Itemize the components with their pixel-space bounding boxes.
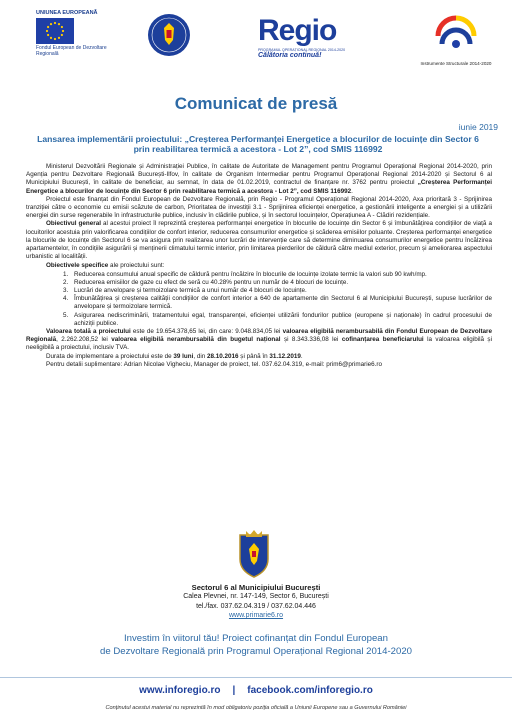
body-text — [26, 163, 492, 369]
eu-logo — [36, 10, 108, 58]
list-item: 2. Reducerea emisiilor de gaze cu efect de seră cu 40.28% pentru un număr de 4 blocuri de locuințe. — [70, 279, 492, 287]
list-item: 1. Reducerea consumului anual specific de căldură pentru încălzire în blocurile de locuințe izolate termic la valori sub 90 kwh/mp. — [70, 271, 492, 279]
footer-divider — [0, 677, 512, 678]
inforegio-link[interactable]: www.inforegio.ro — [139, 685, 221, 696]
paragraph-general-objective: Obiectivul general al acestui proiect îl reprezintă creșterea performanței energetice în blocurile de locuințe din Sector 6 și îmbunătățirea condițiilor de viață a locuitorilor acestuia prin valorificarea condițiilor de confort interior, reducerea consumurilor energetice și scăderea emisiilor poluante. Creșterea performanței energetice la blocurile de locuințe din Sectorul 6 se va asigura prin realizarea unor lucrări de intervenție care să determine diminuarea consumurilor energetice pentru încălzirea apartamentelor, în condițiile asigurării și menținerii climatului termic interior, prin limitarea pierderilor de căldură către mediul exterior, precum și ameliorarea aspectului urbanistic al localității. — [26, 220, 492, 261]
sector-website-link[interactable]: www.primarie6.ro — [228, 612, 284, 620]
cofinancing-line-1: Investim în viitorul tău! Proiect cofinanțat din Fondul European — [124, 633, 388, 644]
eu-label: UNIUNEA EUROPEANĂ — [36, 10, 98, 16]
sector-contact-block — [0, 583, 512, 621]
press-release-subtitle: Lansarea implementării proiectului: „Creșterea Performanței Energetice a blocurilor de locuințe din Sector 6 prin reabilitarea termică a acestora - Lot 2”, cod SMIS 116992 — [37, 134, 479, 155]
footer-links — [0, 685, 512, 696]
list-item: 4. Îmbunătățirea și creșterea calității condițiilor de confort interior a 640 de apartamente din Sectorul 6 al Municipiului București, supuse lucrărilor de anvelopare și termoizolare termică. — [70, 295, 492, 311]
paragraph-duration: Durata de implementare a proiectului este de 39 luni, din 28.10.2016 și până în 31.12.2019. — [46, 352, 303, 360]
list-item: 3. Lucrări de anvelopare și termoizolare termică a unui număr de 4 blocuri de locuințe. — [70, 287, 492, 295]
structural-instruments-icon — [432, 14, 480, 56]
sector-address: Calea Plevnei, nr. 147-149, Sector 6, București — [183, 593, 329, 601]
cofinancing-statement — [0, 632, 512, 658]
cofinancing-line-2: de Dezvoltare Regională prin Programul Operațional Regional 2014-2020 — [100, 646, 412, 657]
regio-logo — [258, 16, 368, 59]
regio-tagline: Călătoria continuă! — [258, 52, 322, 60]
specific-objectives-list — [26, 271, 492, 328]
paragraph-financing: Proiectul este finanțat din Fondul European de Dezvoltare Regională, prin Regio - Programul Operațional Regional 2014-2020, Axa prioritară 3 - Sprijinirea tranziției către o economie cu emisii scăzute de carbon, Prioritatea de investiții 3.1 - Sprijinirea eficienței energetice, a gestionării inteligente a energiei și a utilizării energiei din surse regenerabile în infrastructurile publice, inclusiv în clădirile publice, și în sectorul locuințelor, Operațiunea A - Clădiri rezidențiale. — [26, 195, 492, 220]
regio-word: Regio — [258, 14, 337, 47]
sector-name: Sectorul 6 al Municipiului București — [191, 583, 321, 592]
eu-flag-icon — [36, 18, 74, 44]
footer-separator: | — [232, 685, 236, 696]
structural-instruments-label: Instrumente Structurale 2014-2020 — [420, 61, 492, 66]
government-seal-icon — [146, 12, 192, 58]
paragraph-contract: Ministerul Dezvoltării Regionale și Administrației Publice, în calitate de Autoritate de Management pentru Programul Operațional Regional 2014-2020, prin Agenția pentru Dezvoltare Regională București-Ilfov, în calitate de Organism Intermediar pentru Programul Operațional Regional 2014-2020 și Sectorul 6 al Municipiului București, în calitate de beneficiar, au semnat, în data de 01.02.2019, contractul de finanțare nr. 3762 pentru proiectul „Creșterea Performanței Energetice a blocurilor de locuințe din Sector 6 prin reabilitarea termică a acestora - Lot 2”, cod SMIS 116992. — [26, 163, 493, 195]
specific-objectives-title: Obiectivele specifice ale proiectului sunt: — [46, 262, 165, 270]
footer-disclaimer: Conținutul acestui material nu reprezintă în mod obligatoriu poziția oficială a Uniunii Europene sau a Guvernului României — [105, 705, 407, 711]
page-title: Comunicat de presă — [174, 94, 338, 113]
sector-phone: tel./fax. 037.62.04.319 / 037.62.04.446 — [196, 602, 316, 610]
sector6-crest-icon — [234, 529, 274, 579]
regio-subtitle: PROGRAMUL OPERAȚIONAL REGIONAL 2014-2020 — [258, 48, 346, 52]
paragraph-contact: Pentru detalii suplimentare: Adrian Nicolae Vigheciu, Manager de proiect, tel. 037.62.04.319, e-mail: prim6@primarie6.ro — [46, 360, 382, 368]
facebook-link[interactable]: facebook.com/inforegio.ro — [247, 685, 373, 696]
structural-instruments-logo — [416, 14, 496, 66]
paragraph-project-value: Valoarea totală a proiectului este de 19.654.378,65 lei, din care: 9.048.834,05 lei valoarea eligibilă nerambursabilă din Fondul European de Dezvoltare Regională, 2.262.208,52 lei valoarea eligibilă nerambursabilă din bugetul național și 8.343.336,08 lei cofinanțarea beneficiarului la valoarea eligibilă și neeligibilă a proiectului, inclusiv TVA. — [26, 328, 492, 352]
eu-fund-label: Fondul European de Dezvoltare Regională — [36, 45, 107, 57]
publication-date: iunie 2019 — [458, 122, 498, 132]
list-item: 5. Asigurarea nediscriminării, tratamentului egal, transparenței, eficienței utilizării fondurilor publice (europene și naționale) în cadrul procesului de achiziții publice. — [70, 312, 492, 328]
